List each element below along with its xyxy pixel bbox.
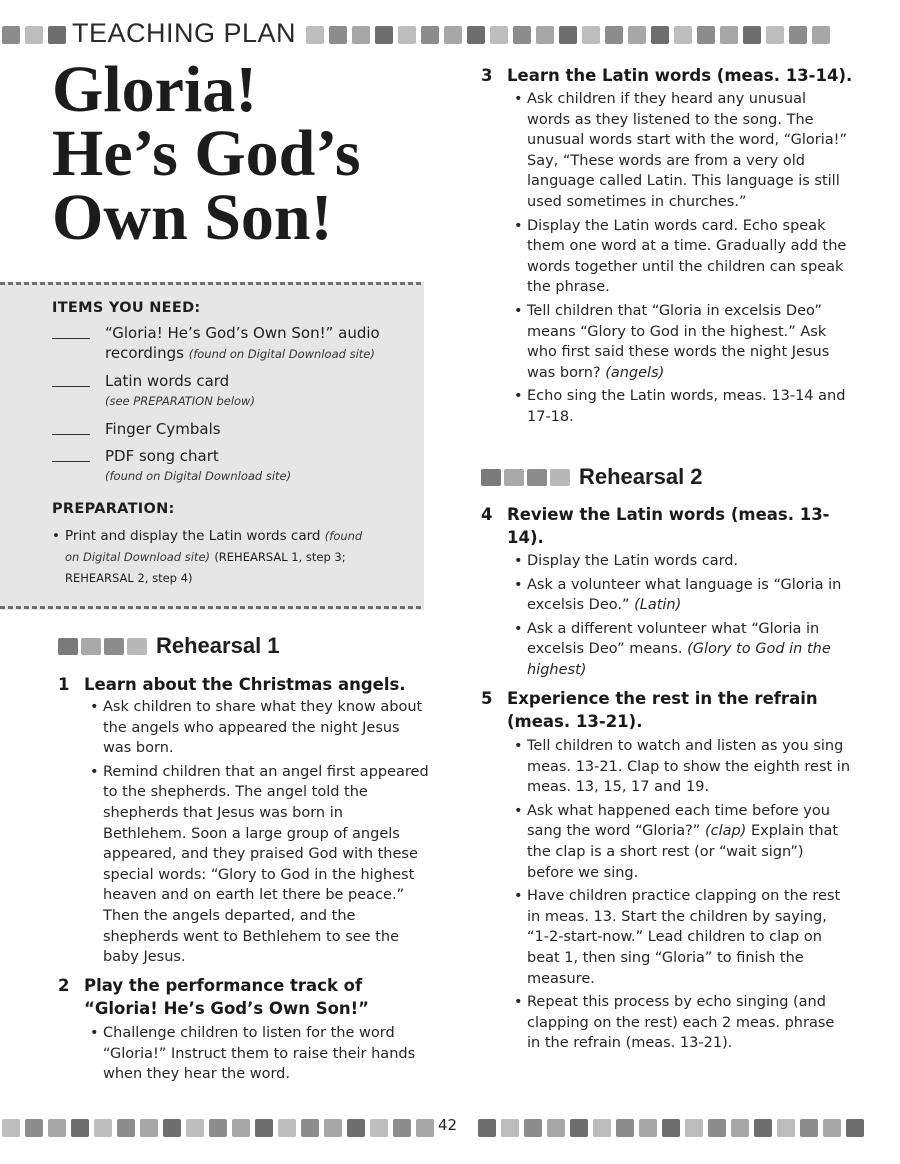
header-squares-left [2, 24, 66, 46]
checkbox-line[interactable] [52, 386, 90, 387]
list-item: • Ask children if they heard any unusual words as they listened to the song. The unusual words start with the word, “Gloria!” Say, “These words are from a very old language called Latin. This language is still used sometimes in churches.” [514, 89, 852, 213]
item-audio: “Gloria! He’s God’s Own Son!” audio recordings (found on Digital Download site) [52, 323, 422, 364]
items-heading: ITEMS YOU NEED: [52, 300, 201, 316]
preparation-heading: PREPARATION: [52, 501, 175, 517]
item-finger-cymbals: Finger Cymbals [52, 419, 422, 439]
step-2-bullets [90, 1023, 425, 1088]
list-item: • Have children practice clapping on the rest in meas. 13. Start the children by saying, “1-2-start-now.” Lead children to clap on beat 1, then sing “Gloria” to finish the measure. [514, 886, 852, 989]
list-item: • Echo sing the Latin words, meas. 13-14 and 17-18. [514, 386, 852, 427]
step-2-title: 2 Play the performance track of “Gloria! He’s God’s Own Son!” [58, 976, 370, 1018]
checkbox-line[interactable] [52, 434, 90, 435]
header-squares-right [306, 24, 830, 46]
list-item: • Tell children to watch and listen as you sing meas. 13-21. Clap to show the eighth rest in meas. 13, 15, 17 and 19. [514, 736, 852, 798]
list-item: • Ask a volunteer what language is “Gloria in excelsis Deo.” (Latin) [514, 575, 852, 616]
step-4-title: 4 Review the Latin words (meas. 13-14). [481, 505, 830, 547]
title-line-1: Gloria! [52, 53, 258, 126]
items-box-bottom-border [0, 606, 424, 609]
rehearsal-2-heading: Rehearsal 2 [481, 464, 703, 490]
title-line-3: Own Son! [52, 181, 333, 254]
item-pdf-chart: PDF song chart (found on Digital Download site) [52, 446, 422, 486]
list-item: • Challenge children to listen for the word “Gloria!” Instruct them to raise their hands when they hear the word. [90, 1023, 425, 1085]
rehearsal-1-heading: Rehearsal 1 [58, 633, 280, 659]
list-item: • Tell children that “Gloria in excelsis Deo” means “Glory to God in the highest.” Ask who first said these words the night Jesus was born? (angels) [514, 301, 852, 383]
title-line-2: He’s God’s [52, 117, 361, 190]
checkbox-line[interactable] [52, 461, 90, 462]
list-item: • Ask a different volunteer what “Gloria in excelsis Deo” means. (Glory to God in the highest) [514, 619, 852, 681]
list-item: • Display the Latin words card. Echo speak them one word at a time. Gradually add the words together until the children can speak the phrase. [514, 216, 852, 298]
step-3-title: 3 Learn the Latin words (meas. 13-14). [481, 66, 853, 85]
step-3-bullets [514, 89, 852, 431]
list-item: • Remind children that an angel first appeared to the shepherds. The angel told the shepherds that Jesus was born in Bethlehem. Soon a large group of angels appeared, and they praised God with these special words: “Glory to God in the highest heaven and on earth let there be peace.” Then the angels departed, and the shepherds went to Bethlehem to see the baby Jesus. [90, 762, 430, 968]
heading-squares [481, 469, 570, 486]
step-5-title: 5 Experience the rest in the refrain (meas. 13-21). [481, 689, 818, 731]
list-item: • Ask what happened each time before you sang the word “Gloria?” (clap) Explain that the clap is a short rest (or “wait sign”) before we sing. [514, 801, 852, 883]
list-item: • Ask children to share what they know about the angels who appeared the night Jesus was born. [90, 697, 430, 759]
checkbox-line[interactable] [52, 338, 90, 339]
step-1-title: 1 Learn about the Christmas angels. [58, 675, 406, 694]
step-5-bullets [514, 736, 852, 1057]
step-4-bullets [514, 551, 852, 684]
page-title [52, 53, 452, 254]
preparation-text: • Print and display the Latin words card (found on Digital Download site) (REHEARSAL 1, step 3; REHEARSAL 2, step 4) [52, 528, 363, 585]
step-1-bullets [90, 697, 430, 971]
page-number: 42 [438, 1116, 458, 1134]
heading-squares [58, 638, 147, 655]
footer-squares-left [2, 1117, 434, 1139]
item-latin-card: Latin words card (see PREPARATION below) [52, 371, 422, 411]
footer-squares-right [478, 1117, 864, 1139]
list-item: • Display the Latin words card. [514, 551, 852, 572]
items-box-top-border [0, 282, 424, 285]
teaching-plan-label: TEACHING PLAN [72, 18, 297, 48]
list-item: • Repeat this process by echo singing (and clapping on the rest) each 2 meas. phrase in the refrain (meas. 13-21). [514, 992, 852, 1054]
